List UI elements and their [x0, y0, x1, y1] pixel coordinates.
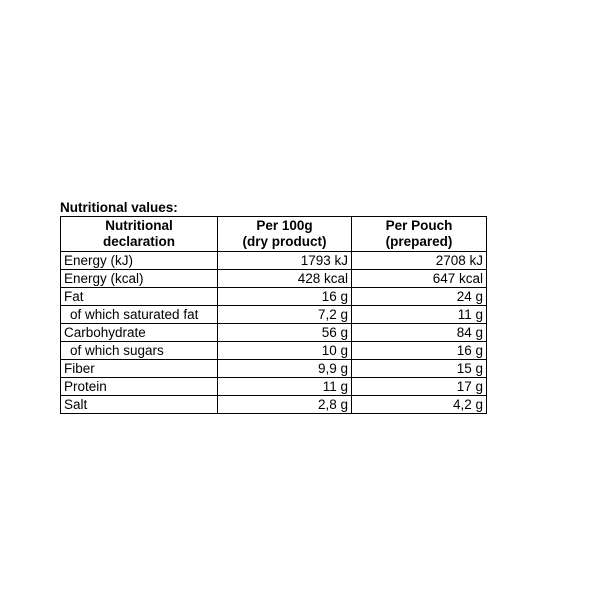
- table-row: [61, 378, 487, 396]
- per-pouch-value: 15 g: [352, 360, 487, 378]
- table-row: [61, 360, 487, 378]
- nutrient-label: of which sugars: [61, 342, 218, 360]
- nutrition-heading: Nutritional values:: [60, 200, 178, 215]
- per-pouch-value: 4,2 g: [352, 396, 487, 414]
- header-per-100g-line1: Per 100g: [256, 218, 313, 233]
- table-row: [61, 324, 487, 342]
- table-row: [61, 396, 487, 414]
- header-per-pouch: [352, 217, 487, 252]
- nutrient-label: Protein: [61, 378, 218, 396]
- per-pouch-value: 16 g: [352, 342, 487, 360]
- per-100g-value: 16 g: [218, 288, 352, 306]
- per-pouch-value: 11 g: [352, 306, 487, 324]
- nutrient-label: Fat: [61, 288, 218, 306]
- table-header-row: [61, 217, 487, 252]
- nutrient-label: Energy (kcal): [61, 270, 218, 288]
- per-100g-value: 56 g: [218, 324, 352, 342]
- per-100g-value: 9,9 g: [218, 360, 352, 378]
- nutrition-table: [60, 216, 487, 414]
- per-100g-value: 2,8 g: [218, 396, 352, 414]
- nutrient-label: Energy (kJ): [61, 252, 218, 270]
- per-100g-value: 428 kcal: [218, 270, 352, 288]
- per-100g-value: 10 g: [218, 342, 352, 360]
- table-row: [61, 288, 487, 306]
- header-declaration-line1: Nutritional: [105, 218, 173, 233]
- per-pouch-value: 647 kcal: [352, 270, 487, 288]
- header-per-pouch-line2: (prepared): [385, 234, 453, 249]
- header-per-100g-line2: (dry product): [242, 234, 327, 249]
- nutrient-label: Carbohydrate: [61, 324, 218, 342]
- header-per-100g: [218, 217, 352, 252]
- header-declaration: [61, 217, 218, 252]
- per-pouch-value: 24 g: [352, 288, 487, 306]
- header-per-pouch-line1: Per Pouch: [385, 218, 453, 233]
- per-100g-value: 1793 kJ: [218, 252, 352, 270]
- table-row: [61, 252, 487, 270]
- nutrient-label: of which saturated fat: [61, 306, 218, 324]
- table-row: [61, 270, 487, 288]
- per-pouch-value: 2708 kJ: [352, 252, 487, 270]
- table-row: [61, 342, 487, 360]
- table-row: [61, 306, 487, 324]
- header-declaration-line2: declaration: [102, 234, 176, 249]
- nutrient-label: Fiber: [61, 360, 218, 378]
- nutrition-document: [60, 200, 490, 414]
- per-100g-value: 11 g: [218, 378, 352, 396]
- per-pouch-value: 17 g: [352, 378, 487, 396]
- nutrient-label: Salt: [61, 396, 218, 414]
- per-pouch-value: 84 g: [352, 324, 487, 342]
- per-100g-value: 7,2 g: [218, 306, 352, 324]
